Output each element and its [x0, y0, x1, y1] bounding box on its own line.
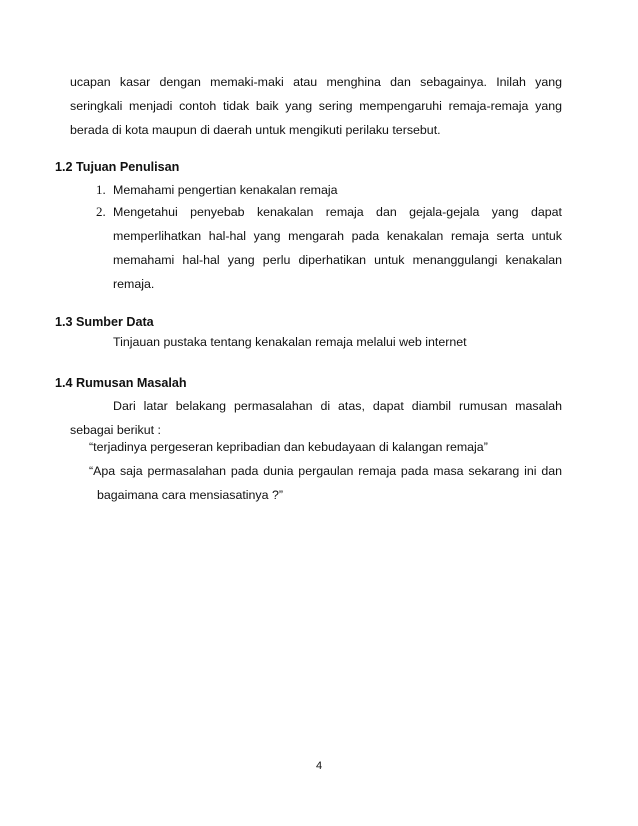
section-heading-tujuan: 1.2 Tujuan Penulisan	[55, 160, 180, 174]
sumber-text: Tinjauan pustaka tentang kenakalan remaja melalui web internet	[113, 335, 467, 349]
intro-paragraph	[70, 70, 562, 142]
rumusan-quote	[89, 459, 562, 507]
quote-line: “Apa saja permasalahan pada dunia pergaulan remaja pada masa sekarang ini dan	[89, 464, 562, 478]
rumusan-line: Dari latar belakang permasalahan di atas, dapat diambil rumusan masalah	[113, 399, 562, 413]
intro-line: seringkali menjadi contoh tidak baik yang sering mempengaruhi remaja-remaja yang	[70, 99, 562, 113]
quote-line: bagaimana cara mensiasatinya ?”	[97, 488, 283, 502]
intro-line: ucapan kasar dengan memaki-maki atau menghina dan sebagainya. Inilah yang	[70, 75, 562, 89]
list-item-text: remaja.	[113, 277, 155, 291]
list-item-text: Mengetahui penyebab kenakalan remaja dan gejala-gejala yang dapat	[113, 205, 562, 219]
page-number: 4	[315, 760, 323, 772]
list-number: 2.	[96, 204, 106, 219]
section-heading-rumusan: 1.4 Rumusan Masalah	[55, 376, 187, 390]
intro-line: berada di kota maupun di daerah untuk mengikuti perilaku tersebut.	[70, 123, 441, 137]
list-item-text: Memahami pengertian kenakalan remaja	[113, 183, 338, 197]
list-number: 1.	[96, 182, 106, 197]
list-item-text: memahami hal-hal yang perlu diperhatikan untuk menanggulangi kenakalan	[113, 253, 562, 267]
section-heading-sumber: 1.3 Sumber Data	[55, 315, 154, 329]
rumusan-line: sebagai berikut :	[70, 423, 161, 437]
list-item-text: memperlihatkan hal-hal yang mengarah pada kenakalan remaja serta untuk	[113, 229, 562, 243]
rumusan-quote: “terjadinya pergeseran kepribadian dan kebudayaan di kalangan remaja”	[89, 440, 488, 454]
